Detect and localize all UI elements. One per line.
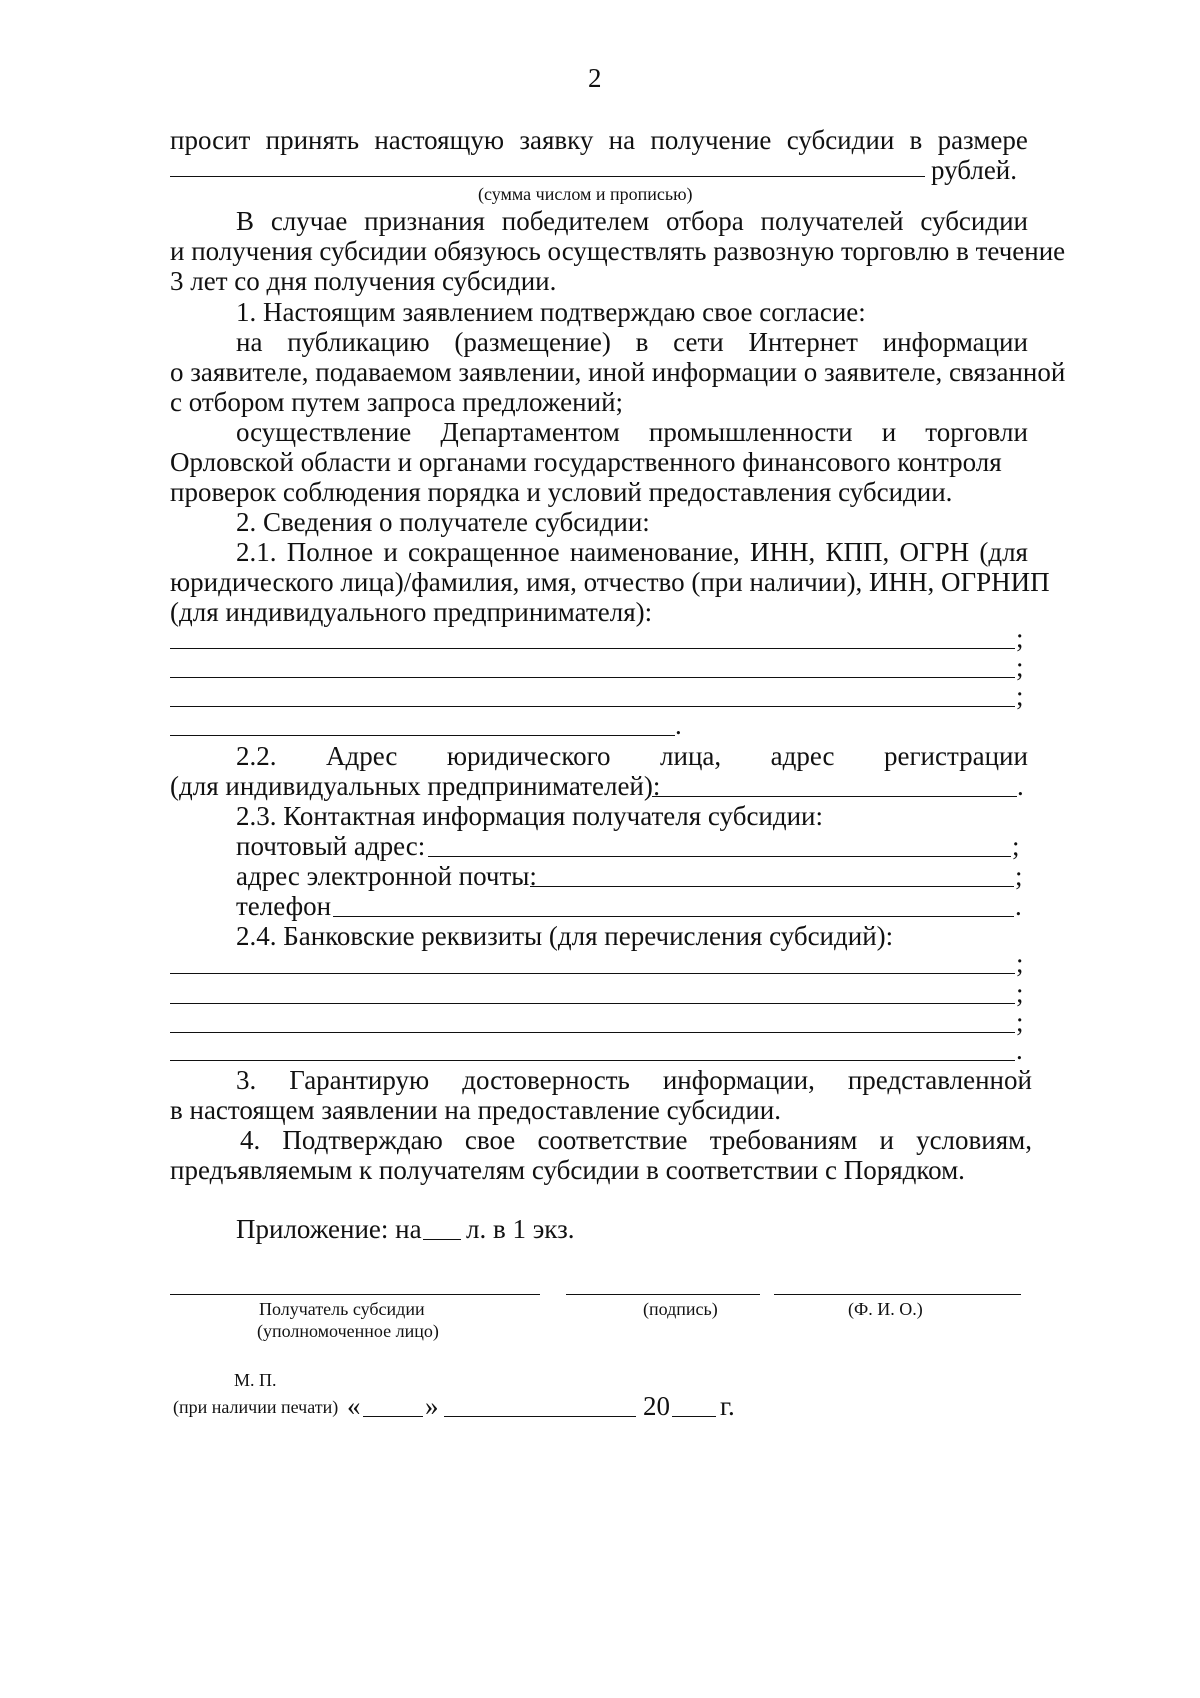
consent-item1-line-2: о заявителе, подаваемом заявлении, иной информации о заявителе, связанной xyxy=(170,357,1066,387)
semicolon: ; xyxy=(1016,948,1024,978)
word: признания xyxy=(364,206,485,236)
word: адрес xyxy=(770,741,835,771)
attachment-pages-blank[interactable] xyxy=(423,1239,461,1240)
word: соответствие xyxy=(537,1125,688,1155)
word: информации xyxy=(882,327,1028,357)
word: настоящую xyxy=(374,125,505,155)
word: получателей xyxy=(760,206,904,236)
full-name-caption: (Ф. И. О.) xyxy=(848,1299,923,1319)
word: субсидии xyxy=(920,206,1028,236)
compliance-line-2: предъявляемым к получателям субсидии в соответствии с Порядком. xyxy=(170,1155,965,1185)
page-number: 2 xyxy=(588,63,602,93)
word: требованиям xyxy=(709,1125,858,1155)
compliance-line-1 xyxy=(240,1124,1032,1156)
word: на xyxy=(608,125,636,155)
word: 3. xyxy=(236,1065,257,1095)
quote-close: » xyxy=(425,1391,439,1421)
name-blank-3[interactable] xyxy=(170,706,1015,707)
word: в xyxy=(635,327,649,357)
section-2-2-line-2: (для индивидуальных предпринимателей): xyxy=(170,771,661,801)
email-label: адрес электронной почты: xyxy=(236,861,537,891)
word: Адрес xyxy=(325,741,398,771)
email-blank[interactable] xyxy=(530,886,1014,887)
word: победителем xyxy=(501,206,650,236)
signature-blank[interactable] xyxy=(566,1294,760,1295)
word: Подтверждаю xyxy=(282,1125,443,1155)
word: случае xyxy=(270,206,348,236)
word: 2.2. xyxy=(236,741,277,771)
phone-blank[interactable] xyxy=(333,916,1014,917)
word: отбора xyxy=(666,206,744,236)
word: (для xyxy=(979,537,1028,567)
word: принять xyxy=(265,125,360,155)
semicolon: ; xyxy=(1016,1007,1024,1037)
name-blank-2[interactable] xyxy=(170,677,1015,678)
address-blank[interactable] xyxy=(652,796,1017,797)
consent-item2-line-3: проверок соблюдения порядка и условий предоставления субсидии. xyxy=(170,477,953,507)
stamp-label: М. П. xyxy=(234,1370,277,1390)
word: в xyxy=(909,125,923,155)
word: КПП, xyxy=(825,537,890,567)
case-line-2: и получения субсидии обязуюсь осуществлять развозную торговлю в течение xyxy=(170,236,1066,266)
phone-label: телефон xyxy=(236,891,332,921)
section-2-3-heading: 2.3. Контактная информация получателя субсидии: xyxy=(236,801,824,831)
amount-blank[interactable] xyxy=(170,176,925,177)
word: торговли xyxy=(925,417,1028,447)
word: юридического xyxy=(446,741,611,771)
amount-caption: (сумма числом и прописью) xyxy=(478,184,693,204)
word: достоверность xyxy=(462,1065,630,1095)
semicolon: ; xyxy=(1016,652,1024,682)
quote-open: « xyxy=(347,1391,361,1421)
word: свое xyxy=(464,1125,516,1155)
word: на xyxy=(236,327,263,357)
word: публикацию xyxy=(287,327,430,357)
word: субсидии xyxy=(786,125,895,155)
year-suffix: г. xyxy=(720,1391,735,1421)
section-2-1-line-2: юридического лица)/фамилия, имя, отчество (при наличии), ИНН, ОГРНИП xyxy=(170,567,1050,597)
word: Интернет xyxy=(748,327,858,357)
word: Департаментом xyxy=(440,417,620,447)
recipient-caption: Получатель субсидии xyxy=(259,1299,425,1319)
word: 2.1. xyxy=(236,537,277,567)
word: 4. xyxy=(240,1125,261,1155)
bank-blank-3[interactable] xyxy=(170,1032,1015,1033)
semicolon: ; xyxy=(1016,681,1024,711)
name-blank-4[interactable] xyxy=(170,735,675,736)
section-2-1-line-1 xyxy=(236,536,1028,568)
word: ОГРН xyxy=(899,537,970,567)
semicolon: ; xyxy=(1012,831,1020,861)
word: ИНН, xyxy=(750,537,816,567)
section-2-1-line-3: (для индивидуального предпринимателя): xyxy=(170,597,653,627)
name-blank-1[interactable] xyxy=(170,648,1015,649)
section-2-4-heading: 2.4. Банковские реквизиты (для перечисления субсидий): xyxy=(236,921,894,951)
consent-heading: 1. Настоящим заявлением подтверждаю свое согласие: xyxy=(236,297,866,327)
period: . xyxy=(675,710,682,740)
full-name-blank[interactable] xyxy=(774,1294,1021,1295)
signature-caption: (подпись) xyxy=(643,1299,718,1319)
postal-address-blank[interactable] xyxy=(428,856,1011,857)
bank-blank-2[interactable] xyxy=(170,1003,1015,1004)
word: условиям, xyxy=(916,1125,1032,1155)
semicolon: ; xyxy=(1016,978,1024,1008)
consent-item2-line-1 xyxy=(236,416,1028,448)
word: осуществление xyxy=(236,417,412,447)
case-line-3: 3 лет со дня получения субсидии. xyxy=(170,266,557,296)
consent-item2-line-2: Орловской области и органами государственного финансового контроля xyxy=(170,447,1002,477)
stamp-note: (при наличии печати) xyxy=(173,1397,339,1417)
word: В xyxy=(236,206,255,236)
word: регистрации xyxy=(883,741,1028,771)
case-line-1 xyxy=(236,205,1028,237)
semicolon: ; xyxy=(1016,623,1024,653)
month-blank[interactable] xyxy=(444,1416,636,1417)
guarantee-line-2: в настоящем заявлении на предоставление субсидии. xyxy=(170,1095,781,1125)
word: промышленности xyxy=(648,417,853,447)
period: . xyxy=(1015,891,1022,921)
word: размере xyxy=(937,125,1028,155)
recipient-signature-blank[interactable] xyxy=(170,1294,540,1295)
word: сокращенное xyxy=(408,537,560,567)
word: наименование, xyxy=(569,537,740,567)
recipient-heading: 2. Сведения о получателе субсидии: xyxy=(236,507,650,537)
word: заявку xyxy=(519,125,594,155)
word: представленной xyxy=(847,1065,1032,1095)
year-prefix: 20 xyxy=(643,1391,670,1421)
section-2-2-line-1 xyxy=(236,740,1028,772)
word: просит xyxy=(170,125,251,155)
day-blank[interactable] xyxy=(363,1416,423,1417)
word: и xyxy=(383,537,398,567)
rubles-label: рублей. xyxy=(931,155,1018,185)
year-blank[interactable] xyxy=(672,1416,716,1417)
attachment-prefix: Приложение: на xyxy=(236,1214,422,1244)
period: . xyxy=(1017,771,1024,801)
word: Гарантирую xyxy=(289,1065,430,1095)
word: получение xyxy=(650,125,772,155)
attachment-suffix: л. в 1 экз. xyxy=(466,1214,575,1244)
semicolon: ; xyxy=(1015,861,1023,891)
consent-item1-line-3: с отбором путем запроса предложений; xyxy=(170,387,624,417)
authorized-person-caption: (уполномоченное лицо) xyxy=(257,1321,439,1341)
intro-line-1 xyxy=(170,124,1028,156)
word: и xyxy=(881,417,897,447)
word: и xyxy=(879,1125,894,1155)
guarantee-line-1 xyxy=(236,1064,1032,1096)
word: лица, xyxy=(660,741,722,771)
bank-blank-1[interactable] xyxy=(170,973,1015,974)
consent-item1-line-1 xyxy=(236,326,1028,358)
word: (размещение) xyxy=(454,327,611,357)
word: сети xyxy=(673,327,724,357)
word: информации, xyxy=(662,1065,815,1095)
period: . xyxy=(1016,1035,1023,1065)
bank-blank-4[interactable] xyxy=(170,1060,1015,1061)
word: Полное xyxy=(286,537,374,567)
postal-address-label: почтовый адрес: xyxy=(236,831,426,861)
